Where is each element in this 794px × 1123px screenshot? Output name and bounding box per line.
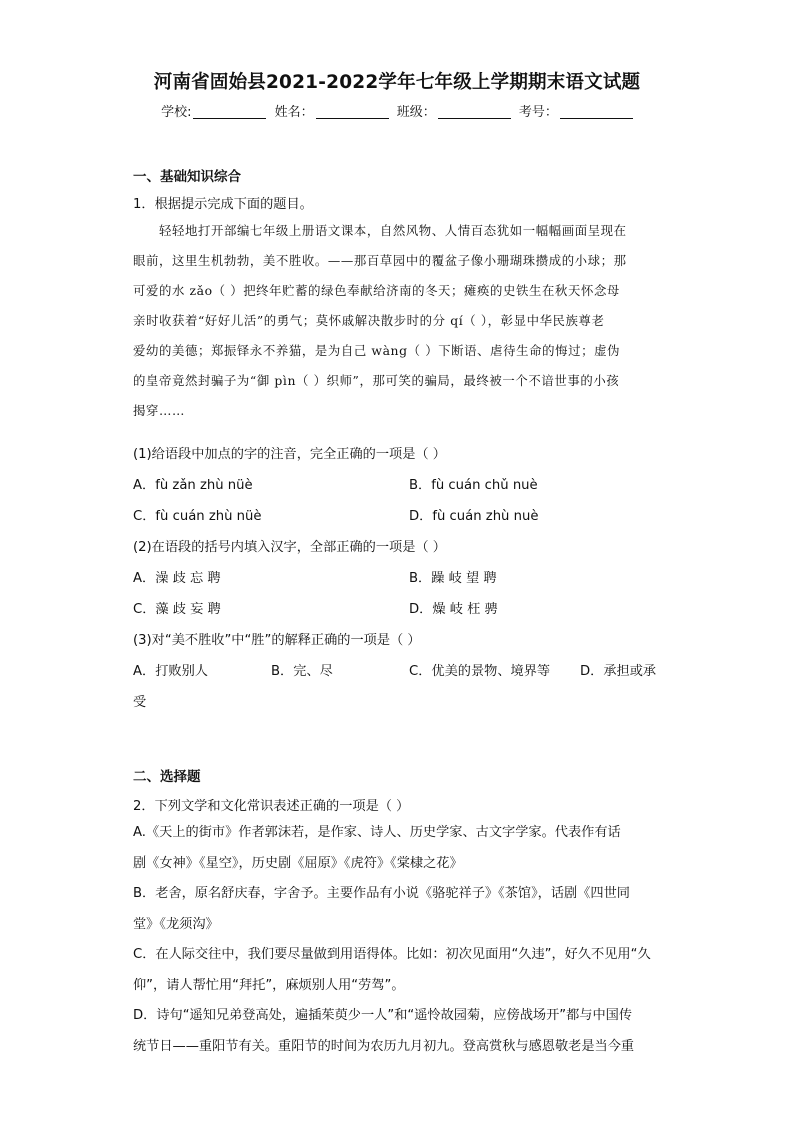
- sub-question-3-stem: (3)对“美不胜收”中“胜”的解释正确的一项是（ ）: [133, 633, 421, 648]
- option-a-line[interactable]: 剧《女神》《星空》，历史剧《屈原》《虎符》《棠棣之花》: [133, 855, 463, 871]
- name-blank[interactable]: [316, 105, 389, 119]
- passage-line: 可爱的水 zǎo（ ）把终年贮蓄的绿色奉献给济南的冬天；瘫痪的史铁生在秋天怀念母: [133, 283, 620, 298]
- passage-line: 亲时收获着“好好儿活”的勇气；莫怀戚解决散步时的分 qí（ ），彰显中华民族尊老: [133, 313, 605, 328]
- option-a-line[interactable]: A.《天上的街市》作者郭沫若，是作家、诗人、历史学家、古文字学家。代表作有话: [133, 825, 621, 840]
- question-2-stem: 2．下列文学和文化常识表述正确的一项是（ ）: [133, 799, 410, 814]
- option-d-line[interactable]: D．诗句“遥知兄弟登高处，遍插茱萸少一人”和“遥怜故园菊，应傍战场开”都与中国传: [133, 1008, 633, 1023]
- option-row: [133, 598, 663, 617]
- class-label: 班级：: [396, 105, 436, 120]
- name-label: 姓名：: [274, 105, 314, 120]
- option-c-line[interactable]: C．在人际交往中，我们要尽量做到用语得体。比如：初次见面用“久违”，好久不见用“久: [133, 947, 651, 962]
- option-d[interactable]: D．燥 岐 枉 骋: [409, 602, 498, 617]
- option-b[interactable]: B．完、尽: [271, 664, 333, 679]
- school-blank[interactable]: [193, 105, 266, 119]
- school-label: 学校:: [161, 105, 192, 120]
- option-row: [133, 474, 663, 493]
- passage-line: 爱幼的美德；郑振铎永不养猫，是为自己 wàng（ ）下断语、虐待生命的悔过；虚伪: [133, 343, 621, 358]
- passage-line: 揭穿……: [133, 403, 185, 418]
- passage-line: 的皇帝竟然封骗子为“御 pìn（ ）织师”，那可笑的骗局，最终被一个不谙世事的小孩: [133, 373, 620, 388]
- option-b-line[interactable]: 堂》《龙须沟》: [133, 916, 219, 932]
- student-info-line: [0, 101, 794, 120]
- option-d[interactable]: D．承担或承: [580, 664, 657, 679]
- question-1-stem: 1．根据提示完成下面的题目。: [133, 197, 313, 212]
- sub-question-2-stem: (2)在语段的括号内填入汉字，全部正确的一项是（ ）: [133, 540, 446, 555]
- reading-passage: [133, 216, 663, 426]
- option-d[interactable]: D．fù cuán zhù nuè: [409, 509, 539, 524]
- option-c[interactable]: C．fù cuán zhù nüè: [133, 509, 262, 524]
- section-heading-basic: 一、基础知识综合: [133, 169, 241, 185]
- exam-number-label: 考号：: [518, 105, 558, 120]
- option-c[interactable]: C．藻 歧 妄 聘: [133, 602, 221, 617]
- option-c-line[interactable]: 仰”，请人帮忙用“拜托”，麻烦别人用“劳驾”。: [133, 977, 405, 993]
- option-b[interactable]: B．fù cuán chǔ nuè: [409, 478, 538, 493]
- option-b-line[interactable]: B．老舍，原名舒庆春，字舍予。主要作品有小说《骆驼祥子》《茶馆》，话剧《四世同: [133, 886, 630, 901]
- option-c[interactable]: C．优美的景物、境界等: [409, 664, 551, 679]
- passage-line: 轻轻地打开部编七年级上册语文课本，自然风物、人情百态犹如一幅幅画面呈现在: [159, 223, 627, 238]
- option-row: [133, 505, 663, 524]
- exam-number-blank[interactable]: [560, 105, 633, 119]
- option-d-line[interactable]: 统节日——重阳节有关。重阳节的时间为农历九月初九。登高赏秋与感恩敬老是当今重: [133, 1038, 635, 1054]
- question-2-options: [133, 818, 663, 1062]
- option-a[interactable]: A．澡 歧 忘 聘: [133, 571, 221, 586]
- section-heading-choice: 二、选择题: [133, 769, 201, 785]
- class-blank[interactable]: [438, 105, 511, 119]
- sub-question-1-stem: (1)给语段中加点的字的注音，完全正确的一项是（ ）: [133, 447, 446, 462]
- option-row: [133, 567, 663, 586]
- option-a[interactable]: A．fù zǎn zhù nüè: [133, 478, 253, 493]
- option-a[interactable]: A．打败别人: [133, 664, 208, 679]
- option-row: [133, 660, 663, 680]
- exam-title: 河南省固始县2021-2022学年七年级上学期期末语文试题: [153, 72, 641, 93]
- option-d-continued: 受: [133, 695, 147, 710]
- passage-line: 眼前，这里生机勃勃，美不胜收。——那百草园中的覆盆子像小珊瑚珠攒成的小球；那: [133, 253, 627, 268]
- option-b[interactable]: B．躁 岐 望 聘: [409, 571, 497, 586]
